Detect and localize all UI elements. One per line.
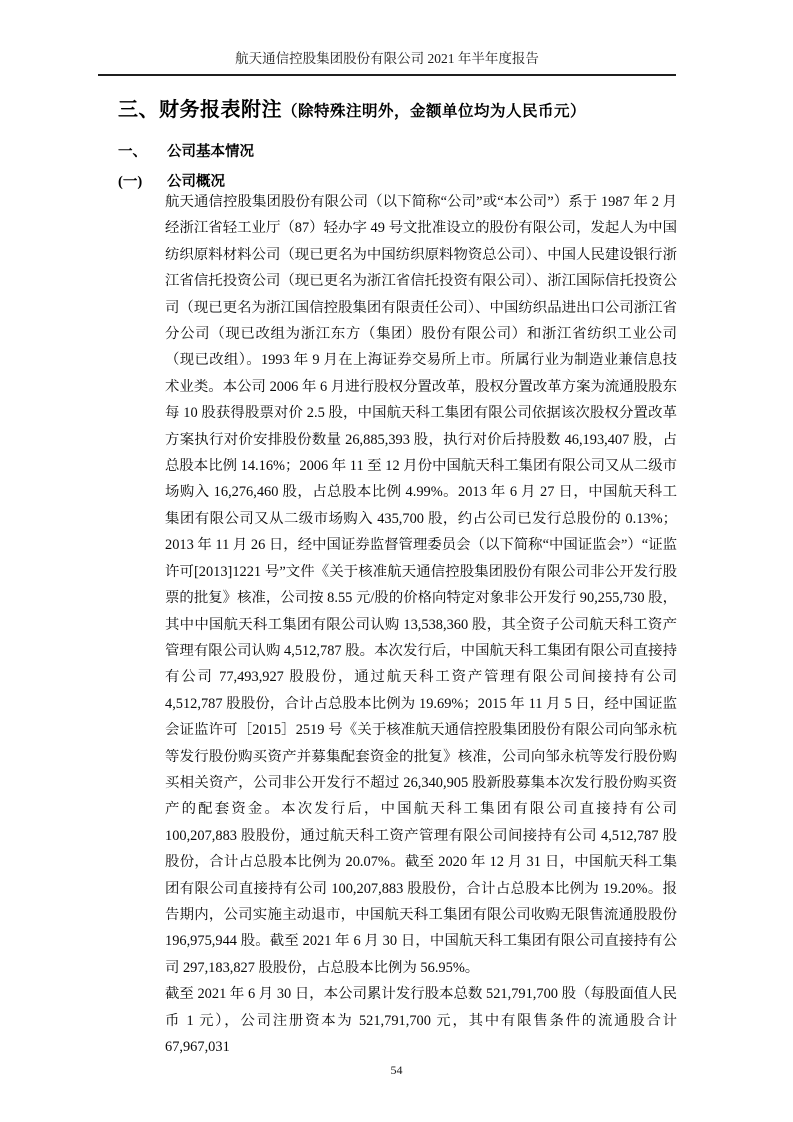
section-title: 三、财务报表附注: [118, 99, 282, 121]
heading-company-basic-info: [118, 140, 678, 161]
body-text-block: [165, 189, 677, 1060]
running-header: [98, 50, 676, 76]
section-title-row: [118, 93, 678, 122]
heading-label: 公司概况: [167, 174, 225, 190]
heading-number: 一、: [118, 144, 147, 160]
heading-company-overview: [118, 170, 678, 191]
page-number: 54: [390, 1063, 403, 1077]
heading-number: (一): [118, 174, 143, 190]
section-title-note: （除特殊注明外，金额单位均为人民币元）: [282, 103, 587, 120]
heading-label: 公司基本情况: [167, 144, 254, 160]
body-paragraph: 截至 2021 年 6 月 30 日，本公司累计发行股本总数 521,791,700 股（每股面值人民币 1 元），公司注册资本为 521,791,700 元，其中有限售条件的流通股合计 67,967,031: [165, 986, 677, 1055]
page-footer: [0, 1063, 793, 1078]
running-header-title: 航天通信控股集团股份有限公司 2021 年半年度报告: [235, 51, 539, 66]
body-paragraph: 航天通信控股集团股份有限公司（以下简称“公司”或“本公司”）系于 1987 年 2 月经浙江省轻工业厅（87）轻办字 49 号文批准设立的股份有限公司，发起人为中国纺织原料材料公司（现已更名为中国纺织原料物资总公司）、中国人民建设银行浙江省信托投资公司（现已更名为浙江省信托投资有限公司）、浙江国际信托投资公司（现已更名为浙江国信控股集团有限责任公司）、中国纺织品进出口公司浙江省分公司（现已改组为浙江东方（集团）股份有限公司）和浙江省纺织工业公司（现已改组）。1993 年 9 月在上海证券交易所上市。所属行业为制造业兼信息技术业类。本公司 2006 年 6 月进行股权分置改革，股权分置改革方案为流通股股东每 10 股获得股票对价 2.5 股，中国航天科工集团有限公司依据该次股权分置改革方案执行对价安排股份数量 26,885,393 股，执行对价后持股数 46,193,407 股，占总股本比例 14.16%；2006 年 11 至 12 月份中国航天科工集团有限公司又从二级市场购入 16,276,460 股，占总股本比例 4.99%。2013 年 6 月 27 日，中国航天科工集团有限公司又从二级市场购入 435,700 股，约占公司已发行总股份的 0.13%；2013 年 11 月 26 日，经中国证券监督管理委员会（以下简称“中国证监会”）“证监许可[2013]1221 号”文件《关于核准航天通信控股集团股份有限公司非公开发行股票的批复》核准，公司按 8.55 元/股的价格向特定对象非公开发行 90,255,730 股，其中中国航天科工集团有限公司认购 13,538,360 股，其全资子公司航天科工资产管理有限公司认购 4,512,787 股。本次发行后，中国航天科工集团有限公司直接持有公司 77,493,927 股股份，通过航天科工资产管理有限公司间接持有公司 4,512,787 股股份，合计占总股本比例为 19.69%；2015 年 11 月 5 日，经中国证监会证监许可［2015］2519 号《关于核准航天通信控股集团股份有限公司向邹永杭等发行股份购买资产并募集配套资金的批复》核准，公司向邹永杭等发行股份购买相关资产，公司非公开发行不超过 26,340,905 股新股募集本次发行股份购买资产的配套资金。本次发行后，中国航天科工集团有限公司直接持有公司 100,207,883 股股份，通过航天科工资产管理有限公司间接持有公司 4,512,787 股股份，合计占总股本比例为 20.07%。截至 2020 年 12 月 31 日，中国航天科工集团有限公司直接持有公司 100,207,883 股股份，合计占总股本比例为 19.20%。报告期内，公司实施主动退市，中国航天科工集团有限公司收购无限售流通股股份 196,975,944 股。截至 2021 年 6 月 30 日，中国航天科工集团有限公司直接持有公司 297,183,827 股股份，占总股本比例为 56.95%。: [165, 194, 677, 976]
